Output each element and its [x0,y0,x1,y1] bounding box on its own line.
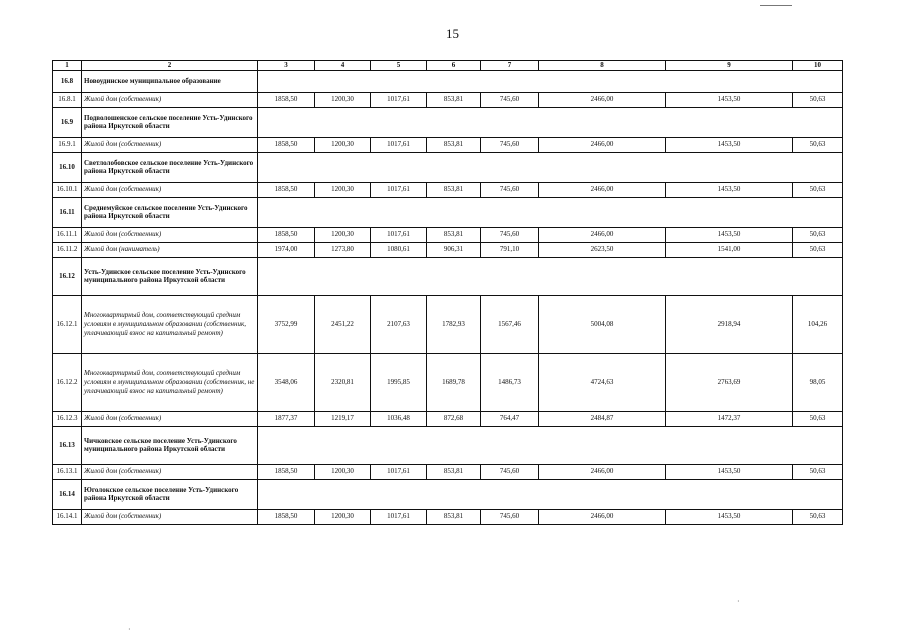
value-cell: 1017,61 [371,227,427,242]
table-row [53,295,843,353]
row-code: 16.13.1 [53,464,82,479]
value-cell: 50,63 [793,137,843,152]
column-header: 2 [82,61,258,71]
section-code: 16.8 [53,70,82,92]
value-cell: 1858,50 [258,227,315,242]
value-cell: 2466,00 [539,137,666,152]
value-cell: 2107,63 [371,295,427,353]
value-cell: 1858,50 [258,137,315,152]
row-description: Жилой дом (собственник) [82,464,258,479]
row-code: 16.12.1 [53,295,82,353]
section-row [53,107,843,137]
value-cell: 1472,37 [666,411,793,426]
value-cell: 791,10 [481,242,539,257]
value-cell: 2466,00 [539,92,666,107]
tariff-table [52,60,843,525]
value-cell: 1200,30 [315,92,371,107]
value-cell: 1200,30 [315,182,371,197]
value-cell: 2466,00 [539,464,666,479]
value-cell: 1080,61 [371,242,427,257]
value-cell: 1858,50 [258,509,315,524]
value-cell: 1453,50 [666,92,793,107]
page-number: 15 [446,26,459,41]
section-empty-cell [258,197,843,227]
value-cell: 3548,06 [258,353,315,411]
value-cell: 1200,30 [315,227,371,242]
value-cell: 745,60 [481,464,539,479]
section-empty-cell [258,426,843,464]
value-cell: 50,63 [793,509,843,524]
section-code: 16.10 [53,152,82,182]
value-cell: 1567,46 [481,295,539,353]
value-cell: 853,81 [427,92,481,107]
value-cell: 853,81 [427,509,481,524]
value-cell: 50,63 [793,227,843,242]
value-cell: 50,63 [793,182,843,197]
column-header: 6 [427,61,481,71]
value-cell: 1036,48 [371,411,427,426]
value-cell: 2484,87 [539,411,666,426]
row-description: Жилой дом (наниматель) [82,242,258,257]
section-row [53,257,843,295]
value-cell: 2763,69 [666,353,793,411]
value-cell: 1017,61 [371,464,427,479]
section-empty-cell [258,152,843,182]
value-cell: 50,63 [793,242,843,257]
value-cell: 50,63 [793,411,843,426]
header-row [53,61,843,71]
value-cell: 1017,61 [371,137,427,152]
value-cell: 1273,80 [315,242,371,257]
row-description: Жилой дом (собственник) [82,92,258,107]
row-code: 16.12.2 [53,353,82,411]
value-cell: 853,81 [427,137,481,152]
section-title: Чичковское сельское поселение Усть-Удинского муниципального района Иркутской области [82,426,258,464]
value-cell: 853,81 [427,182,481,197]
value-cell: 764,47 [481,411,539,426]
value-cell: 1017,61 [371,92,427,107]
value-cell: 1858,50 [258,92,315,107]
scan-speck: · [737,597,740,606]
value-cell: 2466,00 [539,509,666,524]
scan-speck: · [128,625,131,634]
value-cell: 4724,63 [539,353,666,411]
table-row [53,182,843,197]
value-cell: 1017,61 [371,182,427,197]
value-cell: 1453,50 [666,227,793,242]
value-cell: 2466,00 [539,227,666,242]
value-cell: 2623,50 [539,242,666,257]
table-row [53,411,843,426]
section-title: Среднемуйское сельское поселение Усть-Удинского района Иркутской области [82,197,258,227]
table-row [53,464,843,479]
value-cell: 1200,30 [315,509,371,524]
value-cell: 1877,37 [258,411,315,426]
value-cell: 104,26 [793,295,843,353]
section-code: 16.9 [53,107,82,137]
table-row [53,242,843,257]
table-row [53,92,843,107]
value-cell: 1541,00 [666,242,793,257]
value-cell: 906,31 [427,242,481,257]
section-code: 16.11 [53,197,82,227]
section-title: Новоудинское муниципальное образование [82,70,258,92]
value-cell: 745,60 [481,92,539,107]
value-cell: 2320,81 [315,353,371,411]
row-description: Жилой дом (собственник) [82,137,258,152]
value-cell: 1453,50 [666,137,793,152]
section-empty-cell [258,257,843,295]
value-cell: 1453,50 [666,464,793,479]
section-code: 16.14 [53,479,82,509]
column-header: 9 [666,61,793,71]
column-header: 8 [539,61,666,71]
column-header: 4 [315,61,371,71]
table-row [53,353,843,411]
value-cell: 1858,50 [258,182,315,197]
value-cell: 853,81 [427,464,481,479]
table-row [53,137,843,152]
column-header: 1 [53,61,82,71]
value-cell: 98,05 [793,353,843,411]
section-row [53,197,843,227]
value-cell: 1782,93 [427,295,481,353]
value-cell: 1974,00 [258,242,315,257]
table-row [53,509,843,524]
row-description: Многоквартирный дом, соответствующий средним условиям в муниципальном образовании (собственник, уплачивающий взнос на капитальный ремонт) [82,295,258,353]
value-cell: 2918,94 [666,295,793,353]
value-cell: 1453,50 [666,182,793,197]
section-title: Усть-Удинское сельское поселение Усть-Удинского муниципального района Иркутской области [82,257,258,295]
value-cell: 1200,30 [315,137,371,152]
column-header: 10 [793,61,843,71]
value-cell: 1453,50 [666,509,793,524]
column-header: 5 [371,61,427,71]
section-code: 16.12 [53,257,82,295]
row-code: 16.11.1 [53,227,82,242]
top-rule [760,5,792,6]
section-row [53,152,843,182]
value-cell: 745,60 [481,509,539,524]
value-cell: 1200,30 [315,464,371,479]
section-row [53,479,843,509]
value-cell: 50,63 [793,92,843,107]
section-code: 16.13 [53,426,82,464]
value-cell: 1858,50 [258,464,315,479]
value-cell: 853,81 [427,227,481,242]
section-row [53,70,843,92]
value-cell: 2466,00 [539,182,666,197]
column-header: 3 [258,61,315,71]
row-code: 16.12.3 [53,411,82,426]
value-cell: 1689,78 [427,353,481,411]
value-cell: 745,60 [481,137,539,152]
value-cell: 745,60 [481,182,539,197]
row-description: Многоквартирный дом, соответствующий средним условиям в муниципальном образовании (собственник, не уплачивающий взнос на капитальный ремонт) [82,353,258,411]
value-cell: 50,63 [793,464,843,479]
row-code: 16.14.1 [53,509,82,524]
row-code: 16.8.1 [53,92,82,107]
section-empty-cell [258,107,843,137]
section-title: Юголокское сельское поселение Усть-Удинского района Иркутской области [82,479,258,509]
row-description: Жилой дом (собственник) [82,227,258,242]
row-description: Жилой дом (собственник) [82,509,258,524]
row-description: Жилой дом (собственник) [82,182,258,197]
row-code: 16.11.2 [53,242,82,257]
value-cell: 1995,85 [371,353,427,411]
table-row [53,227,843,242]
value-cell: 5004,08 [539,295,666,353]
row-code: 16.9.1 [53,137,82,152]
value-cell: 745,60 [481,227,539,242]
column-header: 7 [481,61,539,71]
row-description: Жилой дом (собственник) [82,411,258,426]
row-code: 16.10.1 [53,182,82,197]
section-empty-cell [258,479,843,509]
value-cell: 1486,73 [481,353,539,411]
value-cell: 3752,99 [258,295,315,353]
value-cell: 872,68 [427,411,481,426]
section-row [53,426,843,464]
section-title: Светлолобовское сельское поселение Усть-Удинского района Иркутской области [82,152,258,182]
section-title: Подволошенское сельское поселение Усть-Удинского района Иркутской области [82,107,258,137]
value-cell: 2451,22 [315,295,371,353]
section-empty-cell [258,70,843,92]
value-cell: 1219,17 [315,411,371,426]
value-cell: 1017,61 [371,509,427,524]
